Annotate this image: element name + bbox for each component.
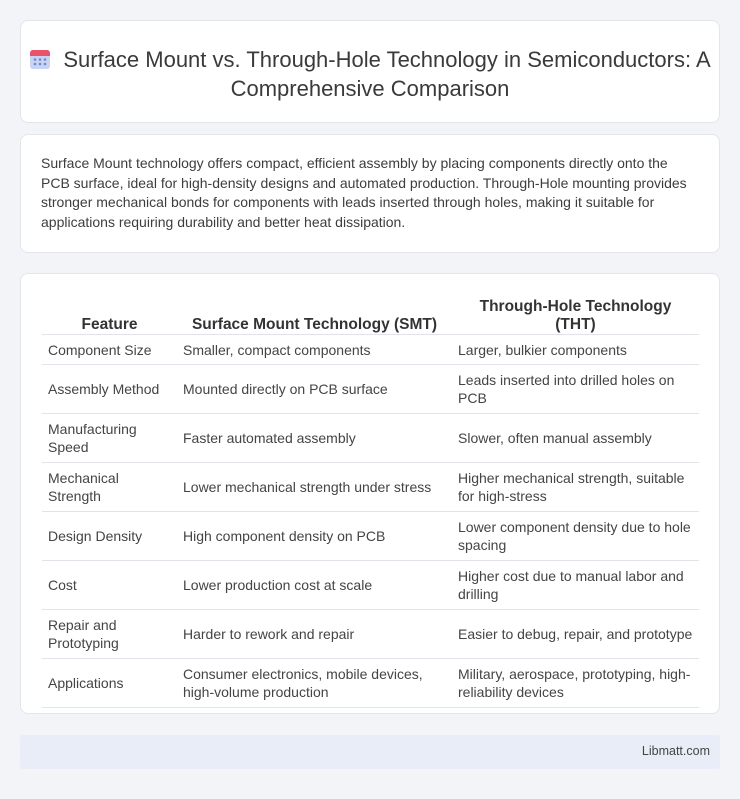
tht-cell: Slower, often manual assembly bbox=[452, 414, 699, 463]
smt-cell: Lower mechanical strength under stress bbox=[177, 463, 452, 512]
page-title-text: Surface Mount vs. Through-Hole Technology in Semiconductors: A Comprehensive Comparison bbox=[63, 47, 711, 101]
intro-paragraph: Surface Mount technology offers compact, efficient assembly by placing components directly onto the PCB surface, ideal for high-density designs and automated production. Through-Hole mounting provides stronger mechanical bonds for components with leads inserted through holes, making it suitable for applications requiring durability and better heat dissipation. bbox=[41, 155, 687, 230]
table-row bbox=[42, 463, 699, 512]
intro-card bbox=[20, 134, 720, 253]
smt-cell: Consumer electronics, mobile devices, high-volume production bbox=[177, 659, 452, 708]
tht-cell: Lower component density due to hole spacing bbox=[452, 512, 699, 561]
smt-cell: High component density on PCB bbox=[177, 512, 452, 561]
tht-cell: Leads inserted into drilled holes on PCB bbox=[452, 365, 699, 414]
table-header-row bbox=[42, 294, 699, 335]
feature-cell: Cost bbox=[42, 561, 177, 610]
smt-cell: Smaller, compact components bbox=[177, 335, 452, 365]
comparison-card bbox=[20, 273, 720, 714]
column-header-feature: Feature bbox=[42, 294, 177, 335]
tht-cell: Higher mechanical strength, suitable for high-stress bbox=[452, 463, 699, 512]
feature-cell: Repair and Prototyping bbox=[42, 610, 177, 659]
tht-cell: Higher cost due to manual labor and drilling bbox=[452, 561, 699, 610]
page-title bbox=[21, 45, 719, 103]
feature-cell: Assembly Method bbox=[42, 365, 177, 414]
smt-cell: Lower production cost at scale bbox=[177, 561, 452, 610]
table-row bbox=[42, 561, 699, 610]
comparison-table bbox=[42, 294, 699, 708]
table-row bbox=[42, 335, 699, 365]
smt-cell: Mounted directly on PCB surface bbox=[177, 365, 452, 414]
column-header-tht: Through-Hole Technology (THT) bbox=[452, 294, 699, 335]
table-row bbox=[42, 365, 699, 414]
footer-bar bbox=[20, 735, 720, 769]
tht-cell: Larger, bulkier components bbox=[452, 335, 699, 365]
feature-cell: Mechanical Strength bbox=[42, 463, 177, 512]
column-header-smt: Surface Mount Technology (SMT) bbox=[177, 294, 452, 335]
tht-cell: Easier to debug, repair, and prototype bbox=[452, 610, 699, 659]
calendar-icon bbox=[29, 48, 51, 70]
feature-cell: Component Size bbox=[42, 335, 177, 365]
smt-cell: Faster automated assembly bbox=[177, 414, 452, 463]
feature-cell: Design Density bbox=[42, 512, 177, 561]
title-card bbox=[20, 20, 720, 123]
table-row bbox=[42, 512, 699, 561]
feature-cell: Manufacturing Speed bbox=[42, 414, 177, 463]
smt-cell: Harder to rework and repair bbox=[177, 610, 452, 659]
feature-cell: Applications bbox=[42, 659, 177, 708]
table-row bbox=[42, 610, 699, 659]
footer-brand[interactable]: Libmatt.com bbox=[641, 744, 710, 758]
table-row bbox=[42, 414, 699, 463]
table-row bbox=[42, 659, 699, 708]
tht-cell: Military, aerospace, prototyping, high-reliability devices bbox=[452, 659, 699, 708]
